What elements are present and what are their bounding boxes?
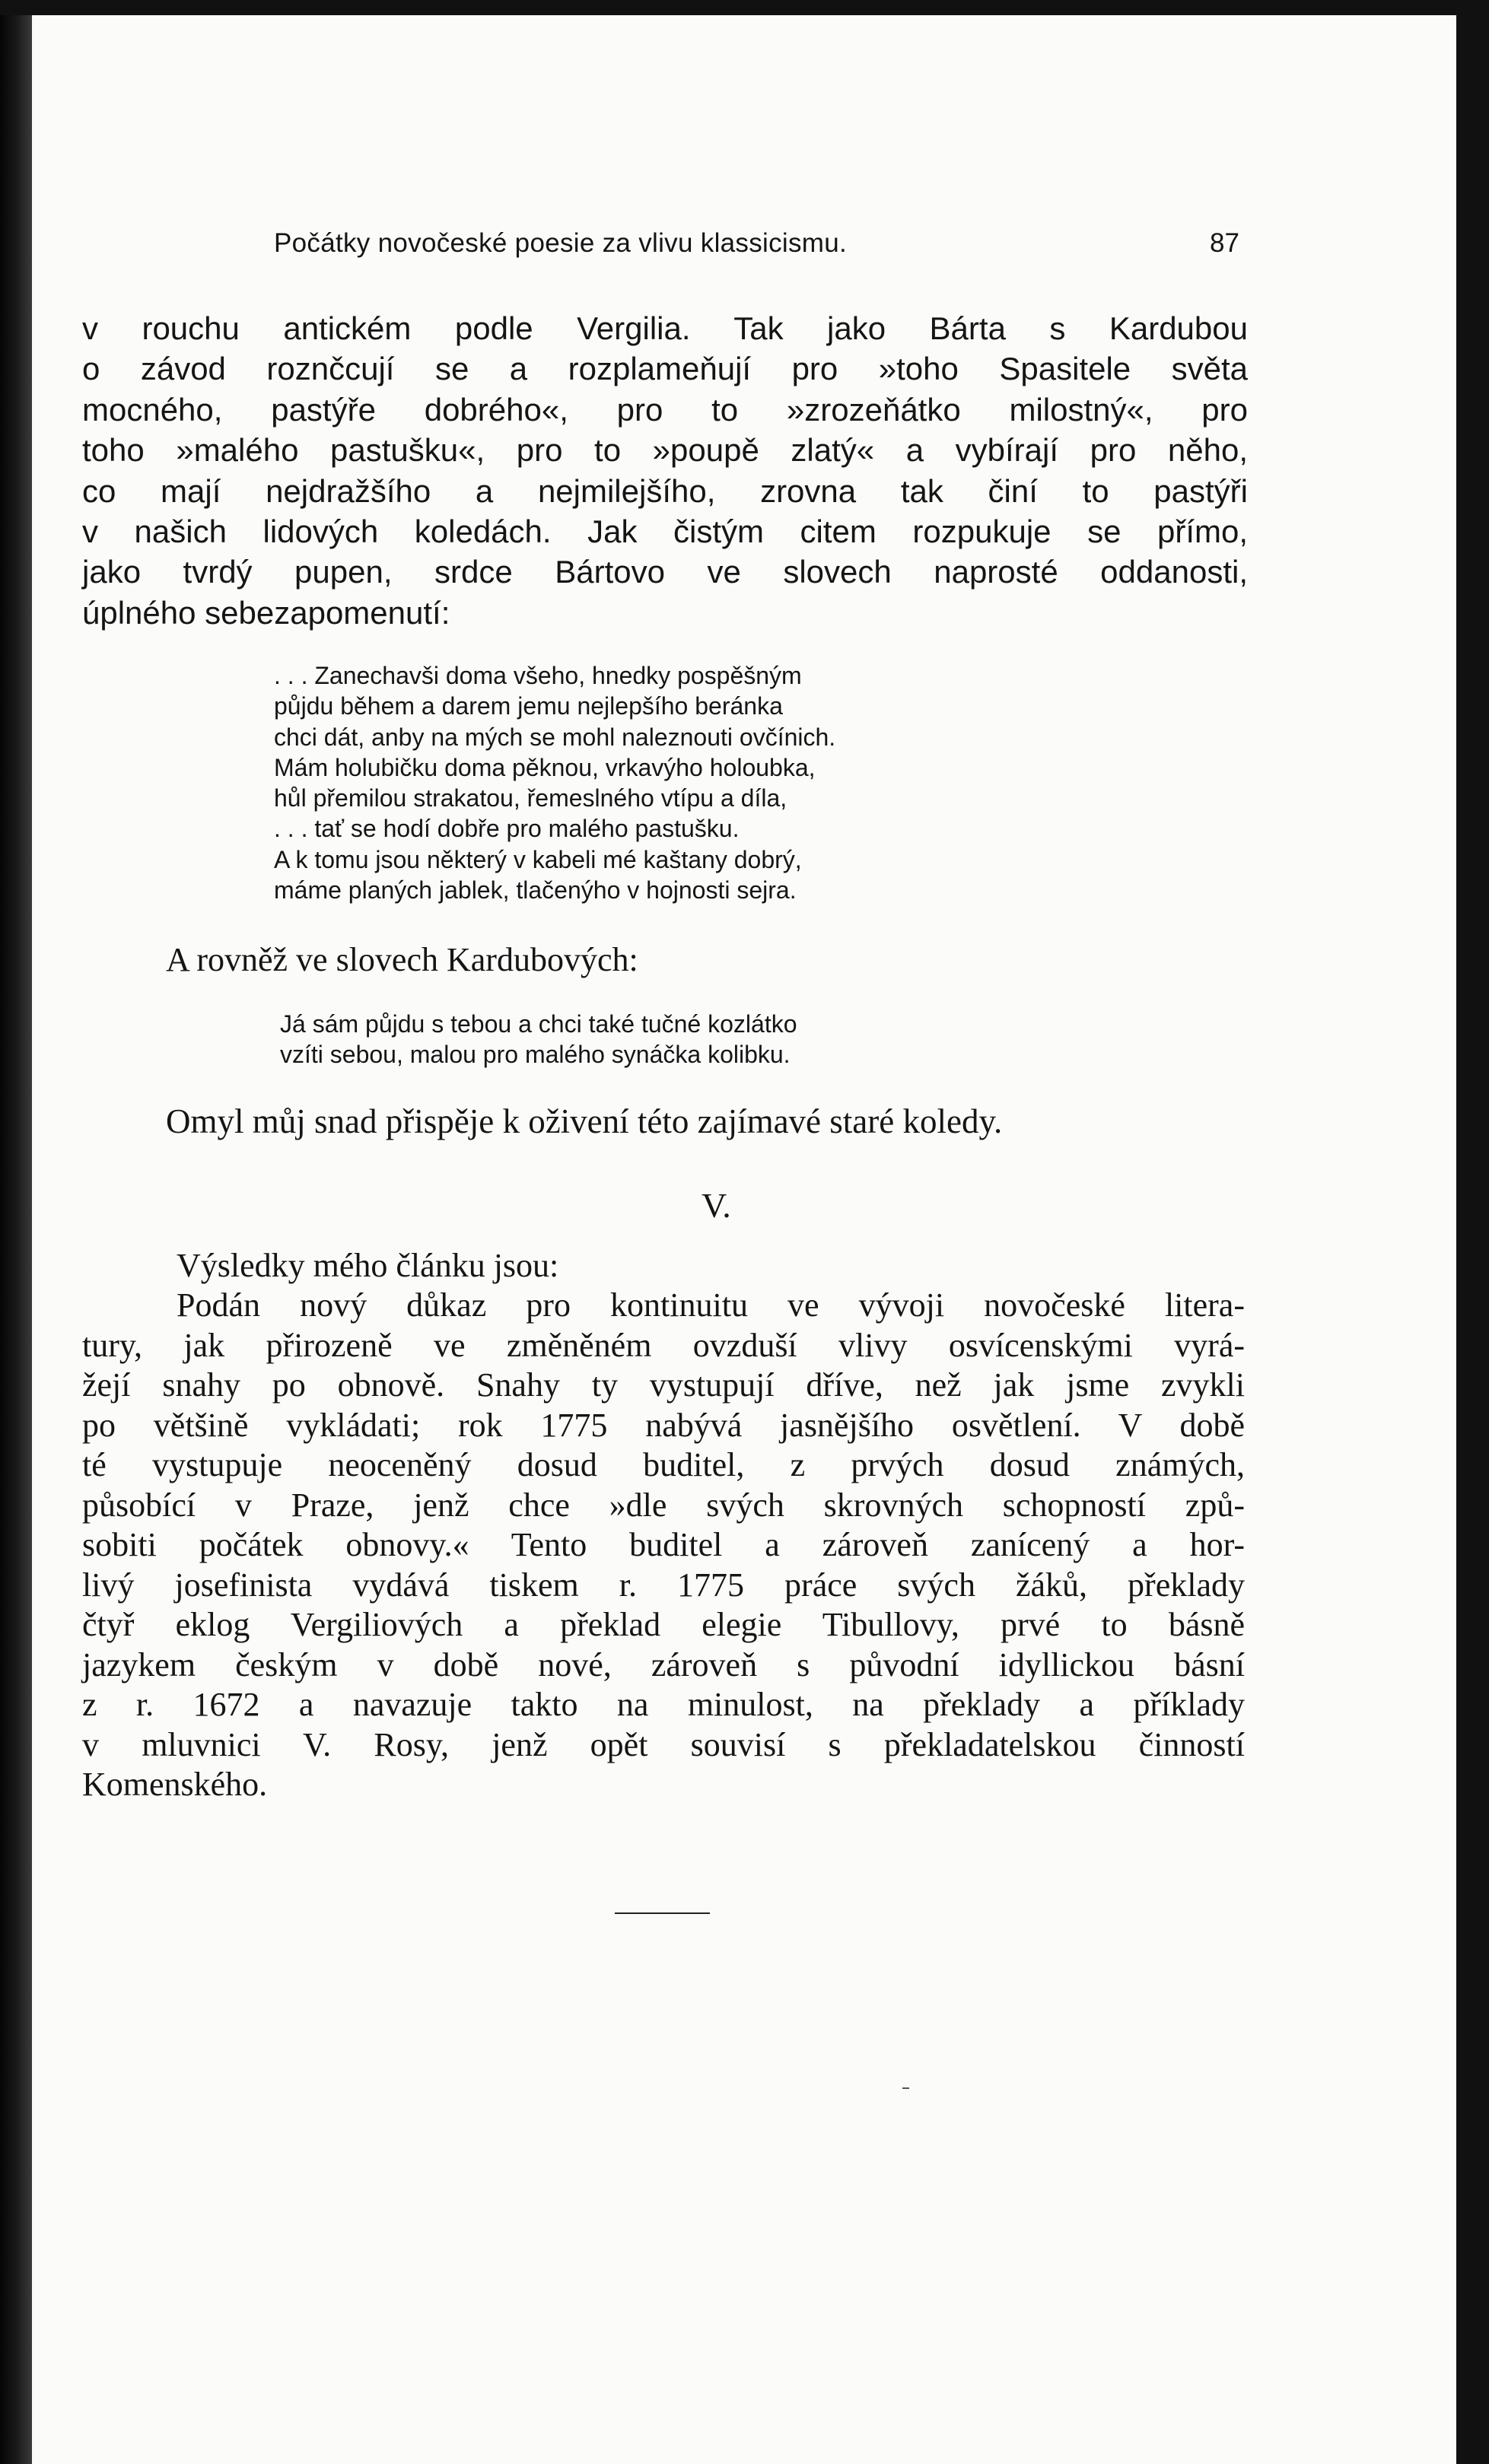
poem-line: chci dát, anby na mých se mohl naleznouti ovčínich. (274, 723, 836, 751)
section-heading: V. (702, 1186, 731, 1225)
paragraph-2 (82, 1286, 1245, 1805)
poem-line: vzíti sebou, malou pro malého synáčka kolibku. (280, 1041, 791, 1069)
poem-quote-2 (280, 1009, 1193, 1070)
paragraph-line: jako tvrdý pupen, srdce Bártovo ve slovech naprosté oddanosti, (82, 554, 1248, 590)
paragraph-line: v našich lidových koledách. Jak čistým citem rozpukuje se přímo, (82, 513, 1248, 550)
poem-line: A k tomu jsou některý v kabeli mé kaštany dobrý, (274, 845, 802, 873)
running-header: Počátky novočeské poesie za vlivu klassicismu. (274, 228, 848, 258)
paragraph-line: z r. 1672 a navazuje takto na minulost, na překlady a příklady (82, 1686, 1245, 1723)
intro-kardubovych: A rovněž ve slovech Kardubových: (166, 941, 638, 978)
results-intro: Výsledky mého článku jsou: (177, 1247, 559, 1284)
paragraph-line: livý josefinista vydává tiskem r. 1775 práce svých žáků, překlady (82, 1566, 1245, 1604)
page-number: 87 (1210, 228, 1239, 258)
paragraph-line: v rouchu antickém podle Vergilia. Tak jako Bárta s Kardubou (82, 310, 1248, 346)
paragraph-line: po většině vykládati; rok 1775 nabývá jasnějšího osvětlení. V době (82, 1406, 1245, 1444)
poem-line: máme planých jablek, tlačenýho v hojnosti sejra. (274, 876, 797, 905)
poem-quote-1 (274, 660, 1187, 905)
scan-gutter (0, 15, 32, 2464)
paragraph-line: co mají nejdražšího a nejmilejšího, zrovna tak činí to pastýři (82, 472, 1248, 509)
poem-line: Já sám půjdu s tebou a chci také tučné kozlátko (280, 1010, 797, 1038)
paragraph-line: toho »malého pastušku«, pro to »poupě zlatý« a vybírají pro něho, (82, 432, 1248, 469)
paragraph-line: jazykem českým v době nové, zároveň s původní idyllickou básní (82, 1645, 1245, 1683)
paragraph-line: Podán nový důkaz pro kontinuitu ve vývoji novočeské litera- (177, 1286, 1245, 1324)
paragraph-line: žejí snahy po obnově. Snahy ty vystupují dříve, než jak jsme zvykli (82, 1366, 1245, 1404)
paragraph-line: mocného, pastýře dobrého«, pro to »zrozeňátko milostný«, pro (82, 391, 1248, 428)
paragraph-line: působící v Praze, jenž chce »dle svých skrovných schopností způ- (82, 1486, 1245, 1524)
poem-line: půjdu během a darem jemu nejlepšího beránka (274, 692, 783, 720)
paragraph-line: té vystupuje neoceněný dosud buditel, z prvých dosud známých, (82, 1446, 1245, 1483)
paragraph-line: v mluvnici V. Rosy, jenž opět souvisí s překladatelskou činností (82, 1725, 1245, 1763)
paragraph-line: úplného sebezapomenutí: (82, 594, 450, 631)
remark-line: Omyl můj snad přispěje k oživení této zajímavé staré koledy. (166, 1102, 1003, 1140)
stray-mark (902, 2087, 909, 2089)
paragraph-line: o závod roznčcují se a rozplameňují pro »toho Spasitele světa (82, 351, 1248, 387)
paragraph-line: Komenského. (82, 1766, 268, 1803)
end-rule (615, 1912, 710, 1914)
poem-line: Mám holubičku doma pěknou, vrkavýho holoubka, (274, 753, 816, 781)
paragraph-line: tury, jak přirozeně ve změněném ovzduší vlivy osvícenskými vyrá- (82, 1326, 1245, 1364)
poem-line: hůl přemilou strakatou, řemeslného vtípu a díla, (274, 784, 787, 812)
paragraph-1 (82, 308, 1248, 633)
poem-line: . . . Zanechavši doma všeho, hnedky pospěšným (274, 662, 802, 689)
paragraph-line: sobiti počátek obnovy.« Tento buditel a zároveň zanícený a hor- (82, 1526, 1245, 1563)
paragraph-line: čtyř eklog Vergiliových a překlad elegie Tibullovy, prvé to básně (82, 1606, 1245, 1643)
poem-line: . . . tať se hodí dobře pro malého pastušku. (274, 815, 740, 843)
